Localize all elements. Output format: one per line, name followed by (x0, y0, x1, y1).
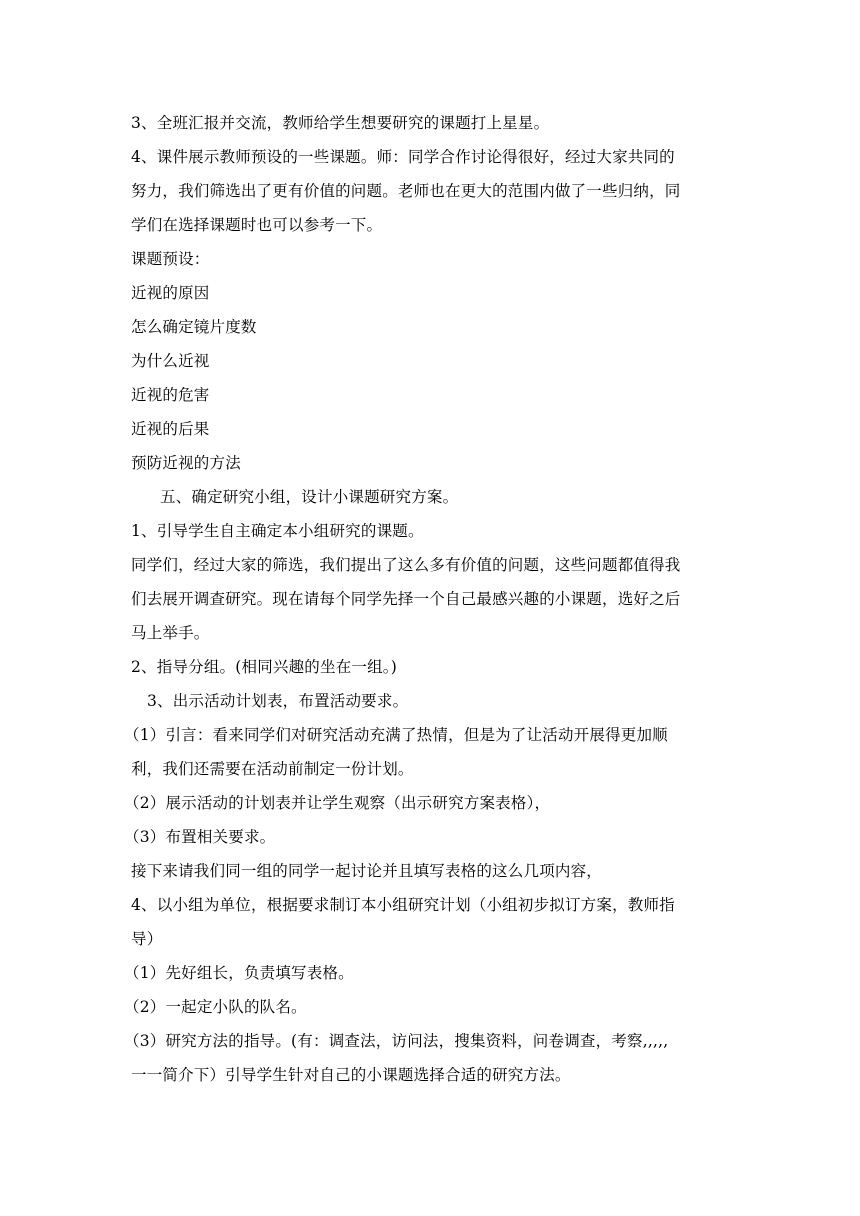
document-body (124, 106, 731, 1092)
paragraph-line: 一一简介下）引导学生针对自己的小课题选择合适的研究方法。 (131, 1066, 571, 1084)
paragraph-line: 4、以小组为单位，根据要求制订本小组研究计划（小组初步拟订方案，教师指 (131, 896, 675, 914)
paragraph-line: （1）引言：看来同学们对研究活动充满了热情，但是为了让活动开展得更加顺 (124, 726, 668, 744)
paragraph-line: 马上举手。 (131, 624, 210, 642)
list-item: 近视的原因 (131, 284, 210, 302)
paragraph-line: （1）先好组长，负责填写表格。 (124, 964, 354, 982)
paragraph-line: 利，我们还需要在活动前制定一份计划。 (131, 760, 414, 778)
list-item: 近视的危害 (131, 386, 210, 404)
paragraph-line: 们去展开调查研究。现在请每个同学先择一个自己最感兴趣的小课题，选好之后 (131, 590, 681, 608)
paragraph-line: 2、指导分组。(相同兴趣的坐在一组。) (131, 658, 398, 676)
paragraph-line: 1、引导学生自主确定本小组研究的课题。 (131, 522, 424, 540)
list-item: 预防近视的方法 (131, 454, 241, 472)
list-item: 近视的后果 (131, 420, 210, 438)
paragraph-line: （3）研究方法的指导。(有：调查法，访问法，搜集资料，问卷调查，考察,,,,, (124, 1032, 669, 1050)
section-heading: 五、确定研究小组，设计小课题研究方案。 (160, 488, 459, 506)
paragraph-line: 同学们，经过大家的筛选，我们提出了这么多有价值的问题，这些问题都值得我 (131, 556, 681, 574)
list-item: 怎么确定镜片度数 (131, 318, 257, 336)
paragraph-line: 学们在选择课题时也可以参考一下。 (131, 216, 383, 234)
paragraph-line: 努力，我们筛选出了更有价值的问题。老师也在更大的范围内做了一些归纳，同 (131, 182, 681, 200)
paragraph-line: 导） (131, 930, 163, 948)
paragraph-line: 4、课件展示教师预设的一些课题。师：同学合作讨论得很好，经过大家共同的 (131, 148, 675, 166)
paragraph-line: （2）一起定小队的队名。 (124, 998, 307, 1016)
paragraph-line: 3、全班汇报并交流，教师给学生想要研究的课题打上星星。 (131, 114, 550, 132)
list-heading: 课题预设： (131, 250, 210, 268)
paragraph-line: 3、出示活动计划表，布置活动要求。 (147, 692, 409, 710)
paragraph-line: 接下来请我们同一组的同学一起讨论并且填写表格的这么几项内容， (131, 862, 603, 880)
list-item: 为什么近视 (131, 352, 210, 370)
paragraph-line: （3）布置相关要求。 (124, 828, 276, 846)
paragraph-line: （2）展示活动的计划表并让学生观察（出示研究方案表格）， (124, 794, 551, 812)
